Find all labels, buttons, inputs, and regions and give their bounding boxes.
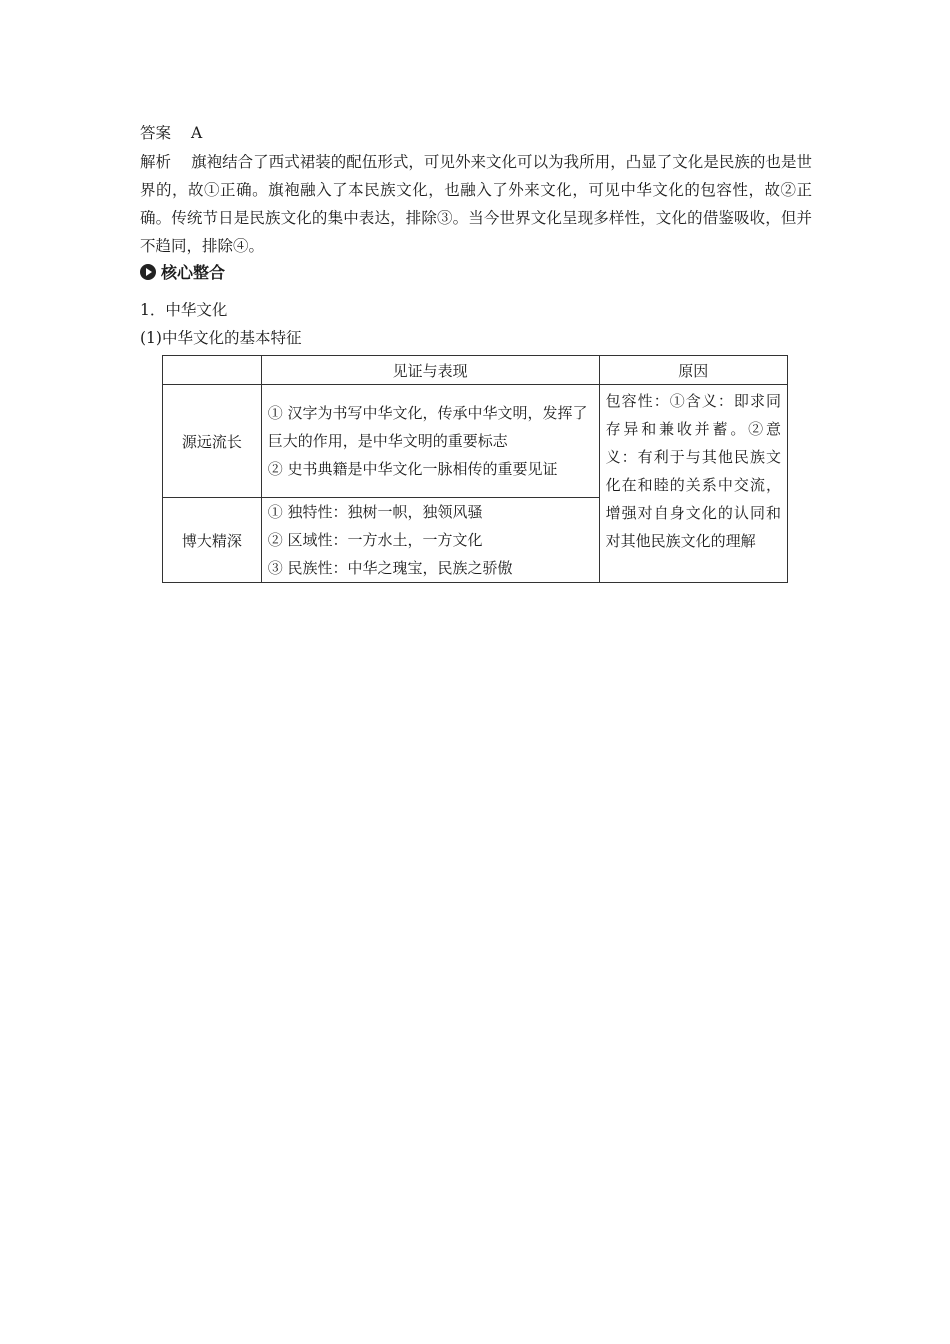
answer-label: 答案: [140, 124, 172, 142]
section-heading: [140, 260, 225, 283]
row-label: 源远流长: [163, 385, 262, 498]
answer-line: [140, 122, 202, 144]
analysis-text: 旗袍结合了西式裙装的配伍形式，可见外来文化可以为我所用，凸显了文化是民族的也是世界的，故①正确。旗袍融入了本民族文化，也融入了外来文化，可见中华文化的包容性，故②正确。传统节日是民族文化的集中表达，排除③。当今世界文化呈现多样性，文化的借鉴吸收，但并不趋同，排除④。: [140, 153, 812, 255]
table-header-reason: 原因: [599, 356, 787, 385]
evidence-item: ② 区域性：一方水土，一方文化: [267, 531, 483, 549]
table-header-row: [163, 356, 788, 385]
analysis-paragraph: [140, 148, 812, 260]
evidence-cell: [261, 385, 599, 498]
features-table: [162, 355, 788, 583]
evidence-item: ② 史书典籍是中华文化一脉相传的重要见证: [267, 460, 558, 478]
subheading-basic-features: (1)中华文化的基本特征: [140, 329, 302, 347]
subheading-chinese-culture: 1．中华文化: [140, 301, 228, 319]
table-header-empty: [163, 356, 262, 385]
play-circle-icon: [140, 264, 156, 280]
evidence-item: ① 独特性：独树一帜，独领风骚: [267, 503, 483, 521]
row-label: 博大精深: [163, 498, 262, 583]
evidence-cell: [261, 498, 599, 583]
evidence-item: ① 汉字为书写中华文化，传承中华文明，发挥了巨大的作用，是中华文明的重要标志: [267, 404, 588, 450]
analysis-label: 解析: [140, 153, 172, 171]
table-header-evidence: 见证与表现: [261, 356, 599, 385]
reason-cell: 包容性：①含义：即求同存异和兼收并蓄。②意义：有利于与其他民族文化在和睦的关系中交流，增强对自身文化的认同和对其他民族文化的理解: [599, 385, 787, 583]
table-row: [163, 385, 788, 498]
evidence-item: ③ 民族性：中华之瑰宝，民族之骄傲: [267, 559, 513, 577]
section-title: 核心整合: [161, 263, 226, 282]
answer-value: A: [191, 124, 203, 142]
